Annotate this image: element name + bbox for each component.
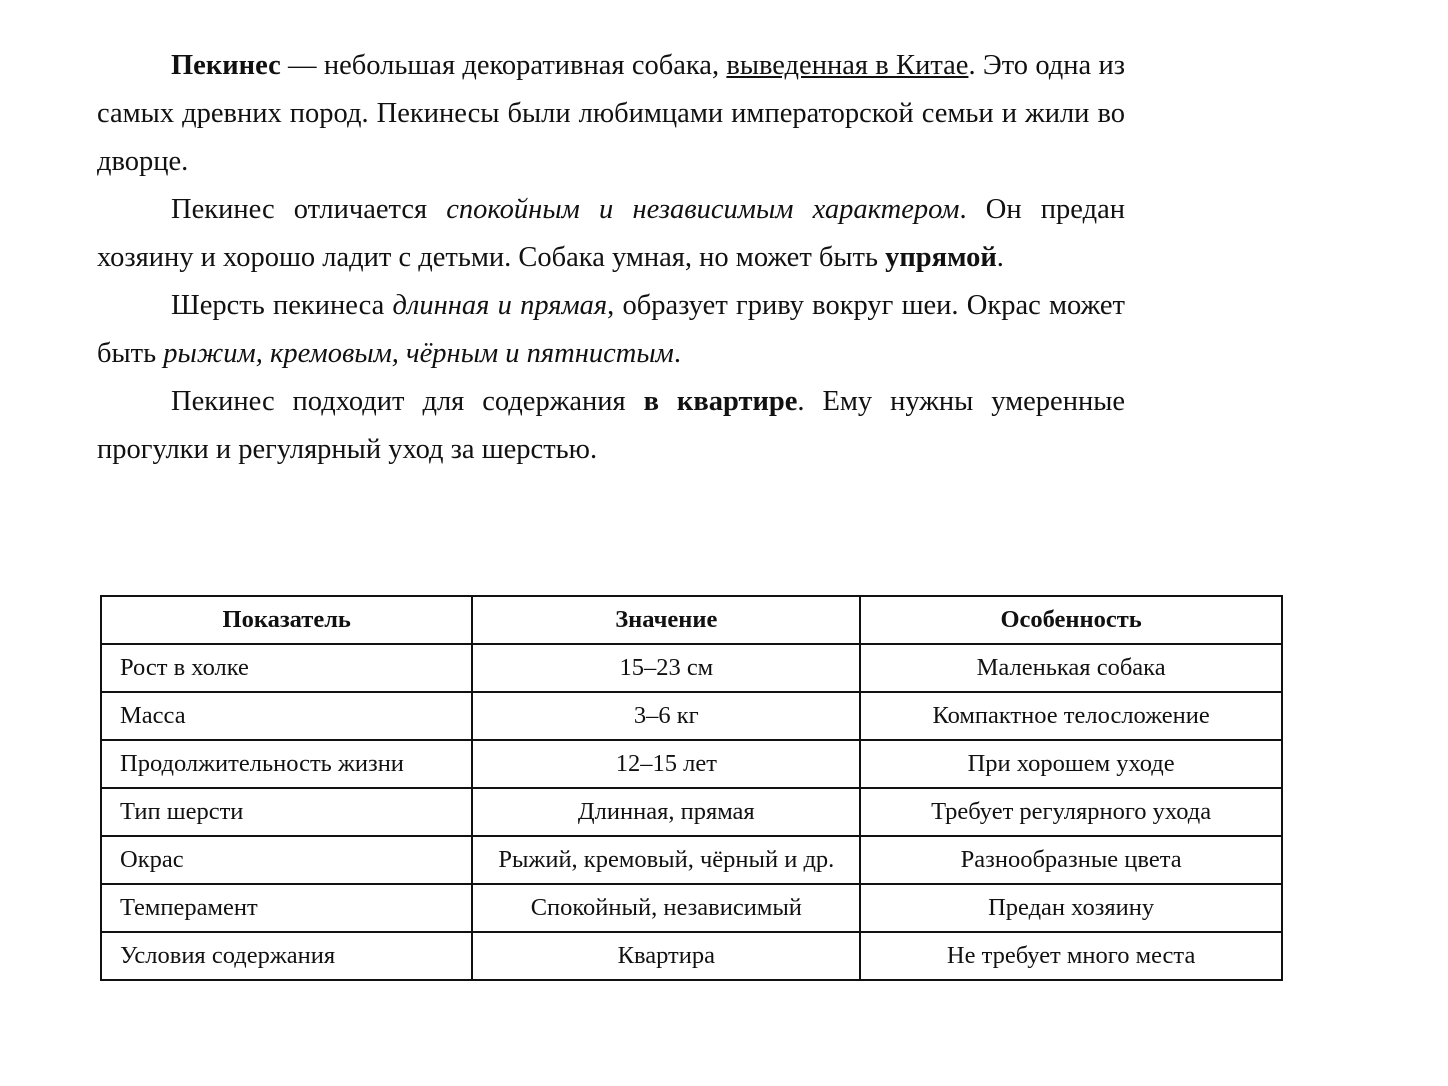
header-value: Значение xyxy=(472,596,860,644)
table-row xyxy=(101,788,1282,836)
italic-phrase: спокойным и независимым характером xyxy=(446,194,960,225)
cell-indicator: Условия содержания xyxy=(101,932,472,980)
text-segment: — небольшая декоративная собака, xyxy=(280,50,727,81)
text-segment: . xyxy=(673,338,681,369)
text-segment: . Это одна из самых древних пород. Пекинесы были любимцами императорской семьи и жили во дворце. xyxy=(97,50,1125,177)
header-feature: Особенность xyxy=(860,596,1282,644)
underlined-phrase: выведенная в Китае xyxy=(726,50,969,81)
cell-feature: Разнообразные цвета xyxy=(860,836,1282,884)
cell-feature: Маленькая собака xyxy=(860,644,1282,692)
bold-phrase: в квартире xyxy=(643,386,798,417)
text-segment: . xyxy=(996,242,1004,273)
cell-feature: Требует регулярного ухода xyxy=(860,788,1282,836)
text-segment: . Ему нужны умеренные прогулки и регулярный уход за шерстью. xyxy=(97,386,1125,465)
text-segment: . Он предан хозяину и хорошо ладит с детьми. Собака умная, но может быть xyxy=(97,194,1125,273)
cell-value: 15–23 см xyxy=(472,644,860,692)
text-segment: Пекинес подходит для содержания xyxy=(171,386,644,417)
paragraph-origin xyxy=(97,42,1125,186)
table-row xyxy=(101,836,1282,884)
cell-indicator: Рост в холке xyxy=(101,644,472,692)
table-row xyxy=(101,932,1282,980)
table-row xyxy=(101,740,1282,788)
cell-value: Рыжий, кремовый, чёрный и др. xyxy=(472,836,860,884)
italic-phrase: длинная и прямая xyxy=(392,290,608,321)
breed-name: Пекинес xyxy=(171,50,281,81)
cell-feature: При хорошем уходе xyxy=(860,740,1282,788)
italic-phrase: рыжим, кремовым, чёрным и пятнистым xyxy=(163,338,674,369)
cell-indicator: Продолжительность жизни xyxy=(101,740,472,788)
table-header-row xyxy=(101,596,1282,644)
cell-feature: Предан хозяину xyxy=(860,884,1282,932)
cell-indicator: Тип шерсти xyxy=(101,788,472,836)
paragraph-coat xyxy=(97,282,1125,378)
table-row xyxy=(101,644,1282,692)
cell-value: Квартира xyxy=(472,932,860,980)
cell-value: Длинная, прямая xyxy=(472,788,860,836)
text-segment: , образует гриву вокруг шеи. Окрас может быть xyxy=(97,290,1125,369)
cell-feature: Компактное телосложение xyxy=(860,692,1282,740)
cell-value: 3–6 кг xyxy=(472,692,860,740)
cell-indicator: Окрас xyxy=(101,836,472,884)
bold-phrase: упрямой xyxy=(885,242,997,273)
breed-table xyxy=(100,595,1283,981)
cell-feature: Не требует много места xyxy=(860,932,1282,980)
cell-value: Спокойный, независимый xyxy=(472,884,860,932)
cell-indicator: Масса xyxy=(101,692,472,740)
paragraph-care xyxy=(97,378,1125,474)
text-segment: Пекинес отличается xyxy=(171,194,447,225)
cell-value: 12–15 лет xyxy=(472,740,860,788)
table-row xyxy=(101,692,1282,740)
cell-indicator: Темперамент xyxy=(101,884,472,932)
header-indicator: Показатель xyxy=(101,596,472,644)
table-row xyxy=(101,884,1282,932)
text-segment: Шерсть пекинеса xyxy=(171,290,393,321)
body-text xyxy=(97,42,1125,474)
paragraph-character xyxy=(97,186,1125,282)
